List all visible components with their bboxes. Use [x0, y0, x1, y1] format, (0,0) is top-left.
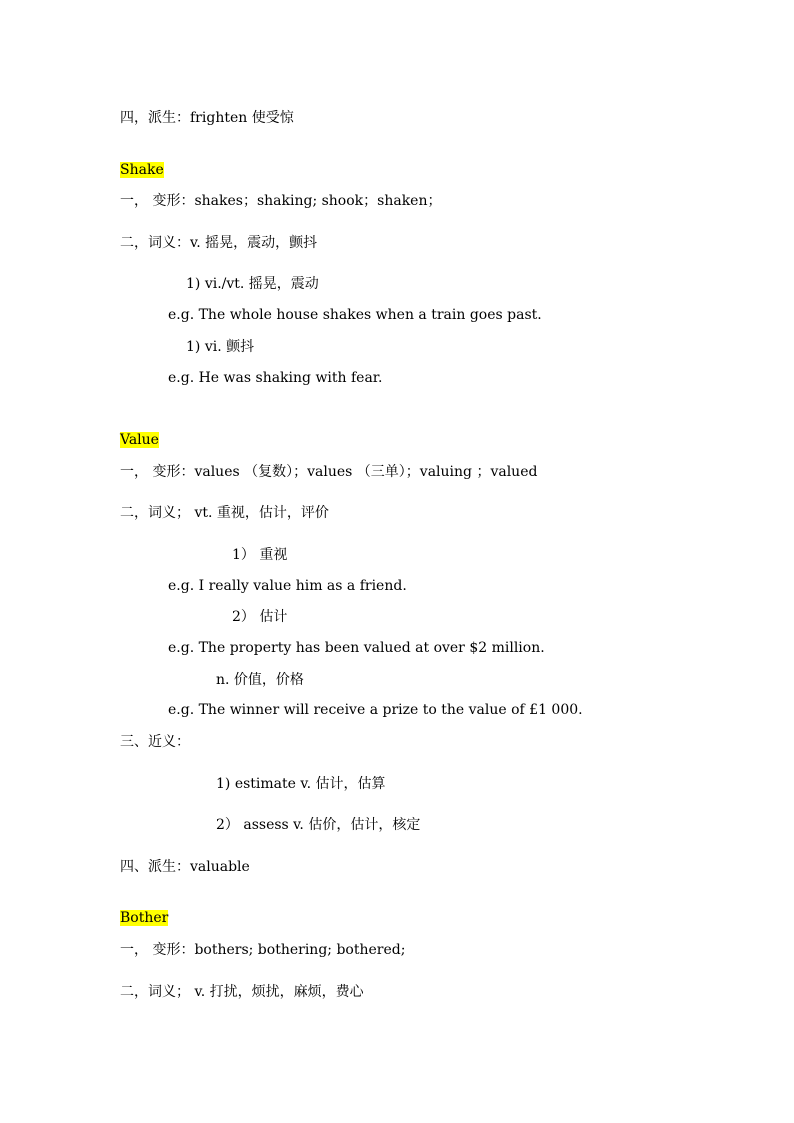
headword-bother — [120, 909, 168, 927]
headword-value-highlight: Value — [120, 432, 159, 448]
shake-sense-2: 1) vi. 颤抖 — [186, 339, 255, 355]
shake-example-1: e.g. The whole house shakes when a train goes past. — [168, 307, 542, 323]
shake-sense-1: 1) vi./vt. 摇晃，震动 — [186, 276, 319, 292]
value-example-2: e.g. The property has been valued at over $2 million. — [168, 640, 545, 656]
value-synonyms-heading: 三、近义： — [120, 734, 190, 750]
bother-forms: 一， 变形：bothers; bothering; bothered; — [120, 942, 406, 958]
shake-meaning: 二，词义：v. 摇晃，震动，颤抖 — [120, 235, 318, 251]
value-synonym-2: 2） assess v. 估价，估计，核定 — [216, 817, 421, 833]
shake-forms: 一， 变形：shakes；shaking; shook；shaken； — [120, 193, 442, 209]
headword-shake — [120, 161, 164, 179]
value-example-1: e.g. I really value him as a friend. — [168, 578, 407, 594]
frighten-derivation: 四，派生：frighten 使受惊 — [120, 110, 294, 126]
value-synonym-1: 1) estimate v. 估计，估算 — [216, 776, 386, 792]
value-sense-2: 2） 估计 — [232, 609, 288, 625]
headword-bother-highlight: Bother — [120, 910, 169, 926]
value-sense-3: n. 价值，价格 — [216, 672, 304, 688]
value-derivation: 四、派生：valuable — [120, 859, 250, 875]
bother-meaning: 二，词义； v. 打扰，烦扰，麻烦，费心 — [120, 984, 364, 1000]
value-example-3: e.g. The winner will receive a prize to the value of £1 000. — [168, 702, 583, 718]
headword-shake-highlight: Shake — [120, 162, 164, 178]
headword-value — [120, 431, 159, 449]
value-forms: 一， 变形：values （复数）；values （三单）；valuing ；valued — [120, 464, 538, 480]
value-meaning: 二，词义； vt. 重视，估计，评价 — [120, 505, 329, 521]
shake-example-2: e.g. He was shaking with fear. — [168, 370, 383, 386]
value-sense-1: 1） 重视 — [232, 547, 288, 563]
